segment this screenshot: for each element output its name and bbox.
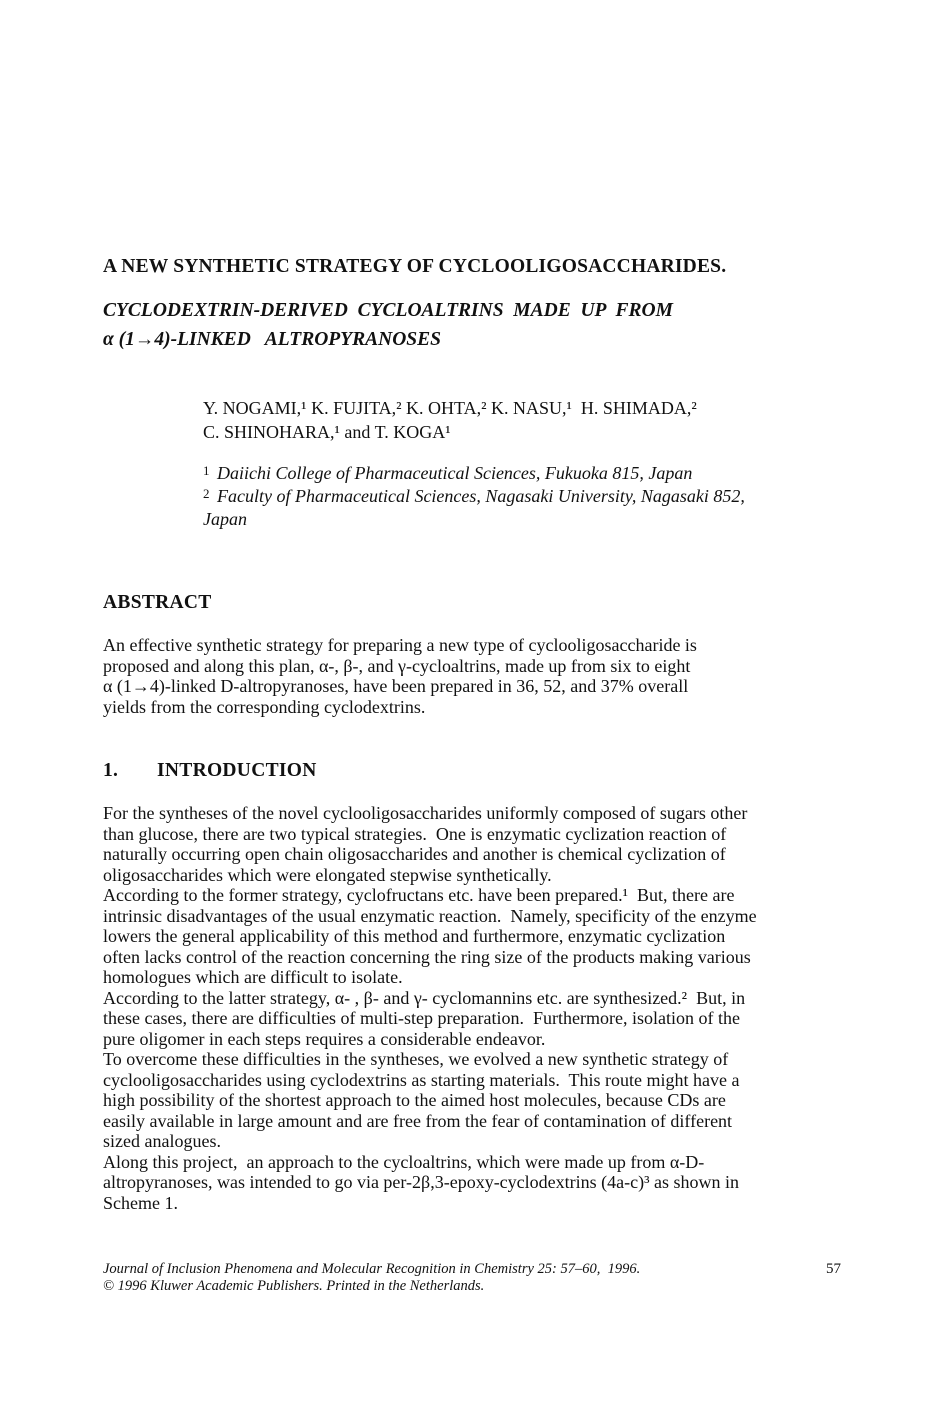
introduction-text-line: lowers the general applicability of this method and furthermore, enzymatic cyclization: [103, 926, 726, 946]
introduction-text-line: According to the former strategy, cyclofructans etc. have been prepared.¹ But, there are: [103, 885, 735, 905]
introduction-text-line: easily available in large amount and are free from the fear of contamination of different: [103, 1110, 733, 1131]
page-number: 57: [826, 1261, 841, 1277]
introduction-text-line: Along this project, an approach to the cycloaltrins, which were made up from α-D-: [103, 1151, 705, 1172]
introduction-text-line: often lacks control of the reaction concerning the ring size of the products making various: [103, 946, 751, 967]
section-number: 1.: [103, 760, 119, 781]
introduction-text-line: naturally occurring open chain oligosaccharides and another is chemical cyclization of: [103, 844, 726, 864]
introduction-text-line: To overcome these difficulties in the syntheses, we evolved a new synthetic strategy of: [103, 1049, 729, 1069]
affiliation-2-number: 2: [203, 486, 210, 501]
affiliation-1: [203, 462, 843, 485]
introduction-text-line: oligosaccharides which were elongated stepwise synthetically.: [103, 864, 552, 885]
introduction-text-line: For the syntheses of the novel cyclooligosaccharides uniformly composed of sugars other: [103, 803, 748, 823]
affiliation-2: [203, 485, 843, 508]
introduction-heading: [103, 760, 317, 782]
introduction-text-line: high possibility of the shortest approach to the aimed host molecules, because CDs are: [103, 1090, 726, 1110]
abstract-text-line: yields from the corresponding cyclodextrins.: [103, 696, 426, 717]
introduction-body: [103, 803, 843, 1213]
abstract-heading: ABSTRACT: [103, 592, 212, 613]
introduction-text-line: sized analogues.: [103, 1131, 221, 1151]
author-list: [203, 396, 843, 444]
subtitle-line-1: CYCLODEXTRIN-DERIVED CYCLOALTRINS MADE UP FROM: [103, 300, 673, 321]
author-line-1: Y. NOGAMI,¹ K. FUJITA,² K. OHTA,² K. NASU,¹ H. SHIMADA,²: [203, 398, 697, 418]
introduction-text-line: than glucose, there are two typical strategies. One is enzymatic cyclization reaction of: [103, 823, 727, 844]
introduction-text-line: pure oligomer in each steps requires a considerable endeavor.: [103, 1028, 546, 1049]
abstract-text-line: α (1→4)-linked D-altropyranoses, have been prepared in 36, 52, and 37% overall: [103, 676, 689, 696]
affiliation-1-text: Daiichi College of Pharmaceutical Sciences, Fukuoka 815, Japan: [217, 463, 693, 483]
paper-title: A NEW SYNTHETIC STRATEGY OF CYCLOOLIGOSACCHARIDES.: [103, 256, 727, 277]
page-footer: [103, 1261, 841, 1295]
introduction-text-line: altropyranoses, was intended to go via per-2β,3-epoxy-cyclodextrins (4a-c)³ as shown in: [103, 1172, 740, 1192]
affiliations: [203, 462, 843, 531]
abstract-text-line: proposed and along this plan, α-, β-, and γ-cycloaltrins, made up from six to eight: [103, 655, 691, 676]
introduction-text-line: cyclooligosaccharides using cyclodextrins as starting materials. This route might have a: [103, 1069, 740, 1090]
affiliation-1-number: 1: [203, 463, 210, 478]
paper-subtitle: [103, 296, 803, 354]
introduction-text-line: intrinsic disadvantages of the usual enzymatic reaction. Namely, specificity of the enzyme: [103, 905, 757, 926]
introduction-text-line: According to the latter strategy, α- , β- and γ- cyclomannins etc. are synthesized.² But, in: [103, 987, 746, 1008]
copyright-notice: © 1996 Kluwer Academic Publishers. Printed in the Netherlands.: [103, 1278, 485, 1294]
affiliation-2-text: Faculty of Pharmaceutical Sciences, Nagasaki University, Nagasaki 852,: [217, 486, 745, 506]
journal-citation: Journal of Inclusion Phenomena and Molecular Recognition in Chemistry 25: 57–60, 1996.: [103, 1261, 641, 1277]
abstract-body: [103, 635, 843, 717]
section-title: INTRODUCTION: [157, 760, 317, 781]
introduction-text-line: these cases, there are difficulties of multi-step preparation. Furthermore, isolation of the: [103, 1008, 740, 1028]
author-line-2: C. SHINOHARA,¹ and T. KOGA¹: [203, 422, 451, 442]
introduction-text-line: Scheme 1.: [103, 1192, 178, 1213]
abstract-text-line: An effective synthetic strategy for preparing a new type of cyclooligosaccharide is: [103, 635, 697, 655]
subtitle-line-2: α (1→4)-LINKED ALTROPYRANOSES: [103, 329, 441, 350]
introduction-text-line: homologues which are difficult to isolate.: [103, 967, 403, 987]
affiliation-2-continuation: Japan: [203, 509, 247, 529]
